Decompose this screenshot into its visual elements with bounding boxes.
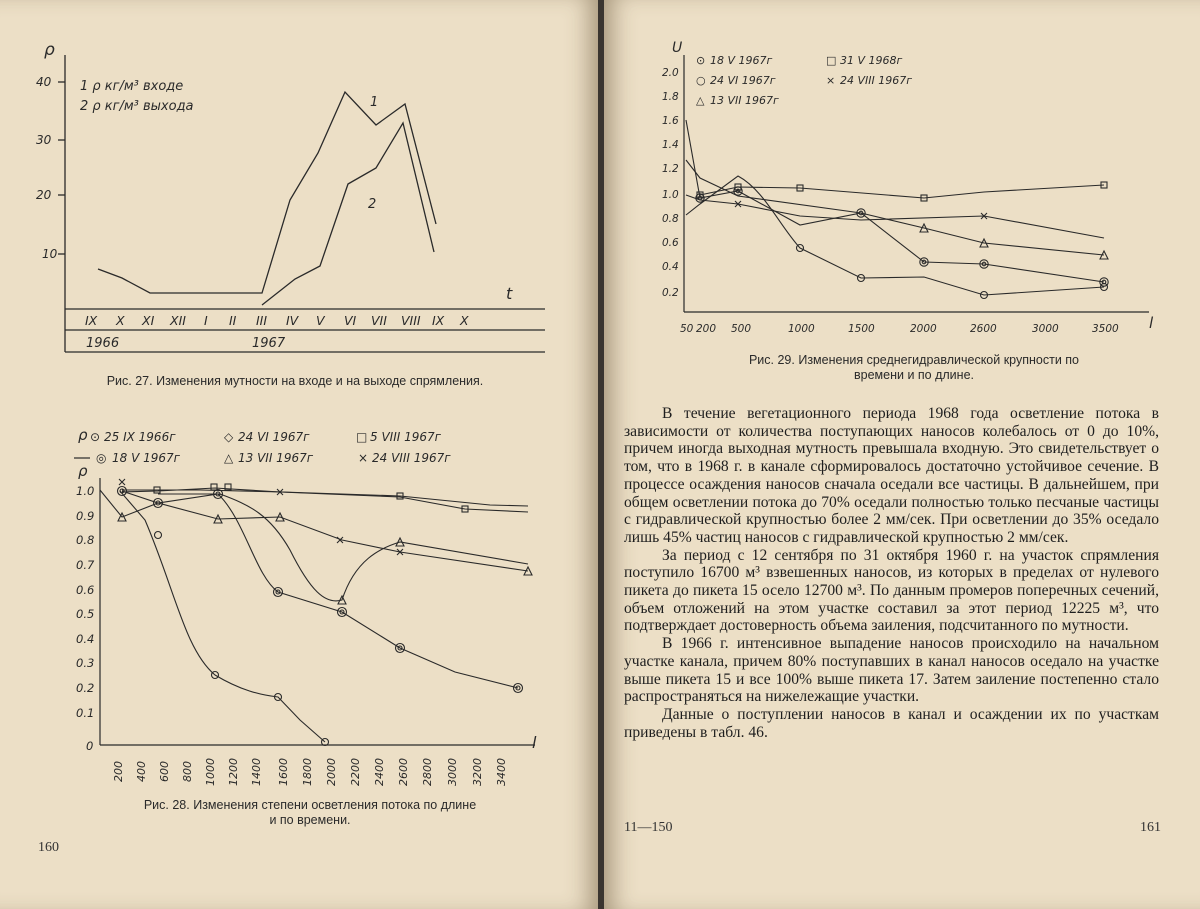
fig29-y-tick: 0.4 [662,261,679,273]
fig29-legend-entry: 18 V 1967г [710,54,773,67]
fig27-month-label: XII [170,313,186,328]
fig27-month-label: III [256,313,268,328]
fig29-legend-entry: △ [696,94,705,107]
fig28-legend-entry: △ [224,451,234,465]
left-page [0,0,598,909]
fig29-y-tick: 1.8 [662,91,679,103]
figure-28 [0,0,598,909]
fig29-legend-entry: 13 VII 1967г [710,94,779,107]
fig28-y-tick: 0.6 [76,583,95,597]
paragraph: Данные о поступлении наносов в канал и осаждении их по участкам приведены в табл. 46. [624,705,1159,741]
fig28-legend-entry: ⊙ [90,430,101,444]
fig27-month-label: X [116,313,125,328]
fig29-legend-entry: 24 VI 1967г [710,74,776,87]
fig27-year-label: 1967 [252,336,286,351]
fig27-month-label: I [204,313,208,328]
fig29-x-tick: 50 [680,323,694,335]
fig28-x-tick: 1000 [204,758,217,786]
fig29-y-tick: 1.6 [662,115,679,127]
fig29-caption-line: Рис. 29. Изменения среднегидравлической крупности по [748,353,1080,367]
fig28-y-tick: 0.4 [76,632,95,646]
fig28-y-tick: 0 [86,739,94,753]
figure-29 [604,0,1200,350]
paragraph: За период с 12 сентября по 31 октября 1960 г. на участок спрямления поступило 16700 м³ взвешенных наносов, из которых в пределах от нулевого пикета до пикета 15 осело 12700 м³. По данным промеров поперечных сечений, объем отложений на этом участке составил за этот период 12225 м³, что подтверждает достоверность объема заиления, подсчитанного по мутности. [624,546,1159,635]
fig28-y-tick: 0.9 [76,509,95,523]
fig27-x-axis-label: t [506,284,513,303]
fig28-legend-entry: × [358,451,369,465]
fig27-month-label: XI [142,313,155,328]
fig27-month-label: V [316,313,325,328]
fig28-x-tick: 2800 [421,758,434,786]
fig29-legend-entry: ○ [696,74,706,87]
fig28-x-axis-label: l [532,733,537,752]
fig29-caption [704,353,1124,383]
fig27-y-tick: 20 [36,188,52,202]
right-page [604,0,1200,909]
fig28-x-tick: 3000 [446,758,459,786]
fig29-y-tick: 0.8 [662,213,679,225]
fig28-y-axis-label: ρ [78,462,88,480]
fig28-legend-entry: 24 VI 1967г [238,430,310,444]
fig29-legend-entry: 24 VIII 1967г [840,74,913,87]
fig28-legend-entry: 25 IX 1966г [104,430,176,444]
fig27-legend-entry: 1 ρ кг/м³ входе [80,79,184,94]
paragraph: В 1966 г. интенсивное выпадение наносов происходило на начальном участке канала, причем 80% поступавших в канал наносов оседало на участке выше пикета 15 и все 100% выше пикета 17. Затем заиление постепенно стало распространяться на нижележащие участки. [624,635,1159,706]
fig27-legend-entry: 2 ρ кг/м³ выхода [80,99,194,114]
fig29-x-tick: 3500 [1092,323,1119,335]
page-number-left: 160 [38,840,59,855]
fig29-legend-entry: × [826,74,836,87]
fig27-month-label: VII [371,313,387,328]
fig29-x-tick: 2600 [970,323,997,335]
fig28-legend-entry: □ [356,430,368,444]
fig29-y-axis-label: U [672,40,683,56]
fig28-caption-line: Рис. 28. Изменения степени осветления потока по длине [143,798,477,812]
paragraph: В течение вегетационного периода 1968 года осветление потока в зависимости от количества поступающих наносов колебалось от 0 до 10%, причем иногда выходная мутность превышала входную. Это свидетельствует о том, что в 1968 г. в канале сформировалось достаточно устойчивое сечение. В процессе осаждения наносов сначала оседали все частицы. В дальнейшем, при общем осветлении потока до 70% оседали полностью только песчаные частицы с гидравлической крупностью более 2 мм/сек. При осветлении до 35% оседало лишь 45% частиц наносов с гидравлической крупностью 2 мм/сек. [624,405,1159,546]
fig28-x-tick: 3200 [471,758,484,786]
fig27-month-label: IX [432,313,445,328]
fig28-caption-line: и по времени. [269,813,351,827]
fig28-legend-entry: 5 VIII 1967г [370,430,441,444]
fig28-y-tick: 0.3 [76,656,95,670]
fig28-x-tick: 1400 [250,758,263,786]
fig28-x-tick: 200 [112,761,125,782]
fig29-y-tick: 0.6 [662,237,679,249]
fig28-x-tick: 1800 [301,758,314,786]
fig28-y-tick: 0.5 [76,607,95,621]
fig29-x-tick: 1000 [788,323,815,335]
fig27-y-tick: 40 [36,75,52,89]
fig27-y-tick: 10 [42,247,58,261]
fig28-x-tick: 1600 [277,758,290,786]
fig27-year-label: 1966 [86,336,120,351]
fig28-x-tick: 3400 [495,758,508,786]
fig29-legend-entry: 31 V 1968г [840,54,903,67]
fig27-y-axis-label: ρ [44,40,55,60]
fig28-y-tick: 1.0 [76,484,95,498]
fig27-curve-label: 1 [370,95,379,110]
body-text [624,405,1159,741]
fig28-x-tick: 1200 [227,758,240,786]
fig29-y-tick: 1.4 [662,139,679,151]
page-number-right: 161 [1140,820,1161,835]
fig28-caption [100,798,520,828]
fig28-x-tick: 400 [135,761,148,782]
fig28-y-tick: 0.8 [76,533,95,547]
fig28-x-tick: 600 [158,761,171,782]
fig29-x-tick: 3000 [1032,323,1059,335]
fig28-x-tick: 2600 [397,758,410,786]
fig28-y-tick: 0.1 [76,706,95,720]
fig28-y-tick: 0.7 [76,558,95,572]
fig29-y-tick: 0.2 [662,287,679,299]
fig29-x-axis-label: l [1149,314,1154,332]
fig29-x-tick: 500 [731,323,752,335]
fig28-legend-entry: ◎ [96,451,107,465]
fig28-legend-entry: 24 VIII 1967г [372,451,451,465]
fig28-legend-entry: ◇ [224,430,234,444]
signature-mark: 11—150 [624,820,673,835]
fig27-month-label: VI [344,313,357,328]
fig27-month-label: X [460,313,469,328]
fig28-x-tick: 2000 [325,758,338,786]
fig27-curve-label: 2 [368,197,377,212]
fig29-caption-line: времени и по длине. [854,368,974,382]
fig29-y-tick: 1.0 [662,189,679,201]
fig28-y-tick: 0.2 [76,681,95,695]
fig27-y-tick: 30 [36,133,52,147]
fig28-x-tick: 2200 [349,758,362,786]
fig27-month-label: II [229,313,237,328]
fig29-y-tick: 2.0 [662,67,679,79]
fig28-legend-entry: 13 VII 1967г [238,451,314,465]
fig28-x-tick: 2400 [373,758,386,786]
fig29-legend-entry: ⊙ [696,54,706,67]
fig28-y-axis-label: ρ [78,426,88,444]
fig29-legend-entry: □ [826,54,837,67]
fig27-caption: Рис. 27. Изменения мутности на входе и на выходе спрямления. [106,374,484,388]
fig29-x-tick: 2000 [910,323,937,335]
fig29-x-tick: 200 [696,323,717,335]
fig27-month-label: IV [286,313,299,328]
fig27-month-label: VIII [401,313,421,328]
fig29-y-tick: 1.2 [662,163,679,175]
fig28-x-tick: 800 [181,761,194,782]
fig28-legend-entry: 18 V 1967г [112,451,180,465]
fig27-month-label: IX [85,313,98,328]
fig29-x-tick: 1500 [848,323,875,335]
